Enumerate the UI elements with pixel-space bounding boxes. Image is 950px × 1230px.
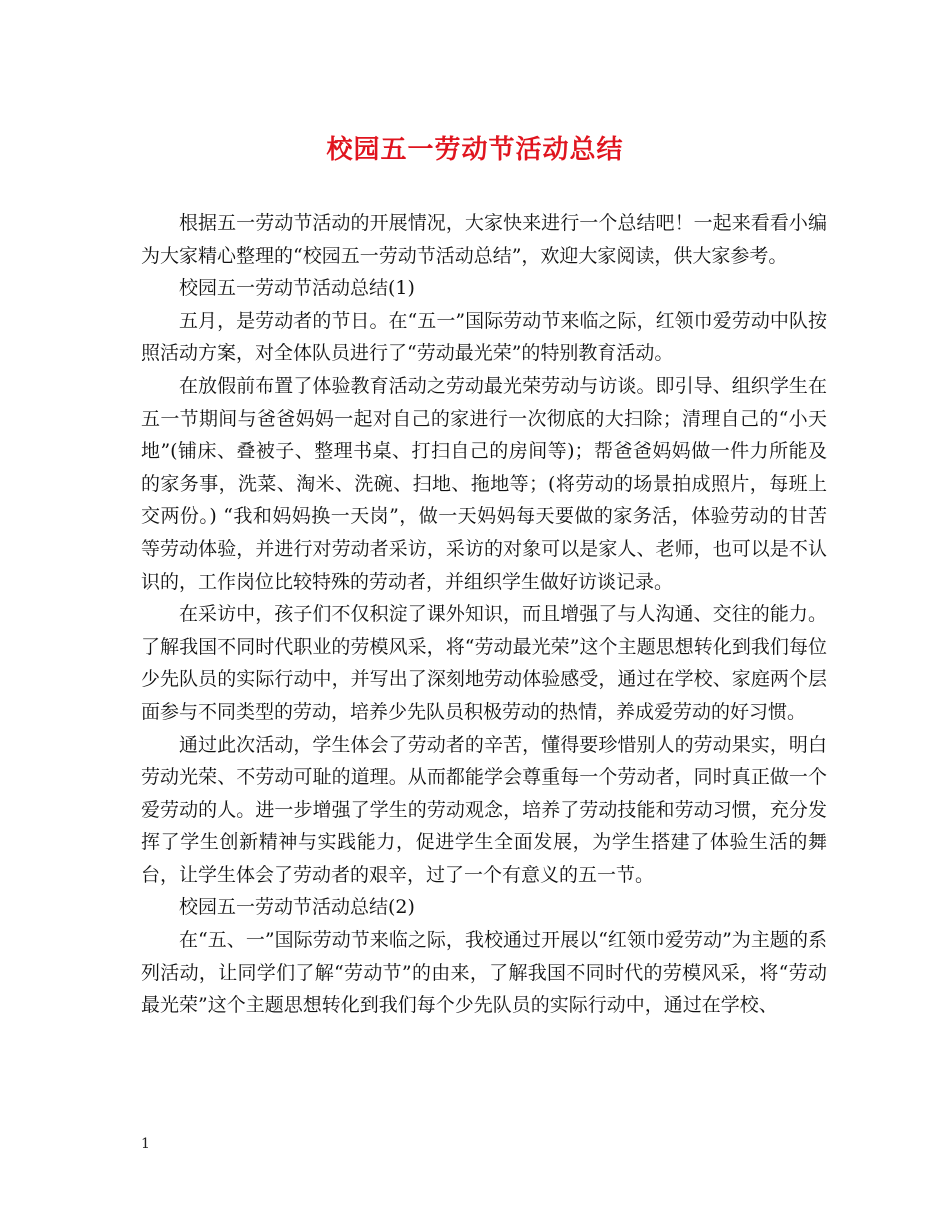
page-number: 1	[141, 1136, 150, 1152]
paragraph: 五月，是劳动者的节日。在“五一”国际劳动节来临之际，红领巾爱劳动中队按照活动方案，对全体队员进行了“劳动最光荣”的特别教育活动。	[141, 309, 827, 365]
paragraph: 在“五、一”国际劳动节来临之际，我校通过开展以“红领巾爱劳动”为主题的系列活动，让同学们了解“劳动节”的由来，了解我国不同时代的劳模风采，将“劳动最光荣”这个主题思想转化到我们每个少先队员的实际行动中，通过在学校、	[141, 929, 827, 1017]
paragraph: 在放假前布置了体验教育活动之劳动最光荣劳动与访谈。即引导、组织学生在五一节期间与爸爸妈妈一起对自己的家进行一次彻底的大扫除；清理自己的“小天地”(铺床、叠被子、整理书桌、打扫自己的房间等)；帮爸爸妈妈做一件力所能及的家务事，洗菜、淘米、洗碗、扫地、拖地等；(将劳动的场景拍成照片，每班上交两份。) “我和妈妈换一天岗”，做一天妈妈每天要做的家务活，体验劳动的甘苦等劳动体验，并进行对劳动者采访，采访的对象可以是家人、老师，也可以是不认识的，工作岗位比较特殊的劳动者，并组织学生做好访谈记录。	[141, 374, 827, 593]
paragraph: 在采访中，孩子们不仅积淀了课外知识，而且增强了与人沟通、交往的能力。了解我国不同时代职业的劳模风采，将“劳动最光荣”这个主题思想转化到我们每位少先队员的实际行动中，并写出了深刻地劳动体验感受，通过在学校、家庭两个层面参与不同类型的劳动，培养少先队员积极劳动的热情，养成爱劳动的好习惯。	[141, 603, 827, 723]
document-title: 校园五一劳动节活动总结	[326, 135, 624, 165]
section-heading-1: 校园五一劳动节活动总结(1)	[179, 277, 415, 300]
section-heading-2: 校园五一劳动节活动总结(2)	[179, 896, 415, 919]
document-body	[141, 207, 827, 1022]
paragraph: 通过此次活动，学生体会了劳动者的辛苦，懂得要珍惜别人的劳动果实，明白劳动光荣、不劳动可耻的道理。从而都能学会尊重每一个劳动者，同时真正做一个爱劳动的人。进一步增强了学生的劳动观念，培养了劳动技能和劳动习惯，充分发挥了学生创新精神与实践能力，促进学生全面发展，为学生搭建了体验生活的舞台，让学生体会了劳动者的艰辛，过了一个有意义的五一节。	[141, 733, 827, 886]
paragraph-intro: 根据五一劳动节活动的开展情况，大家快来进行一个总结吧！一起来看看小编为大家精心整理的“校园五一劳动节活动总结”，欢迎大家阅读，供大家参考。	[141, 212, 827, 267]
